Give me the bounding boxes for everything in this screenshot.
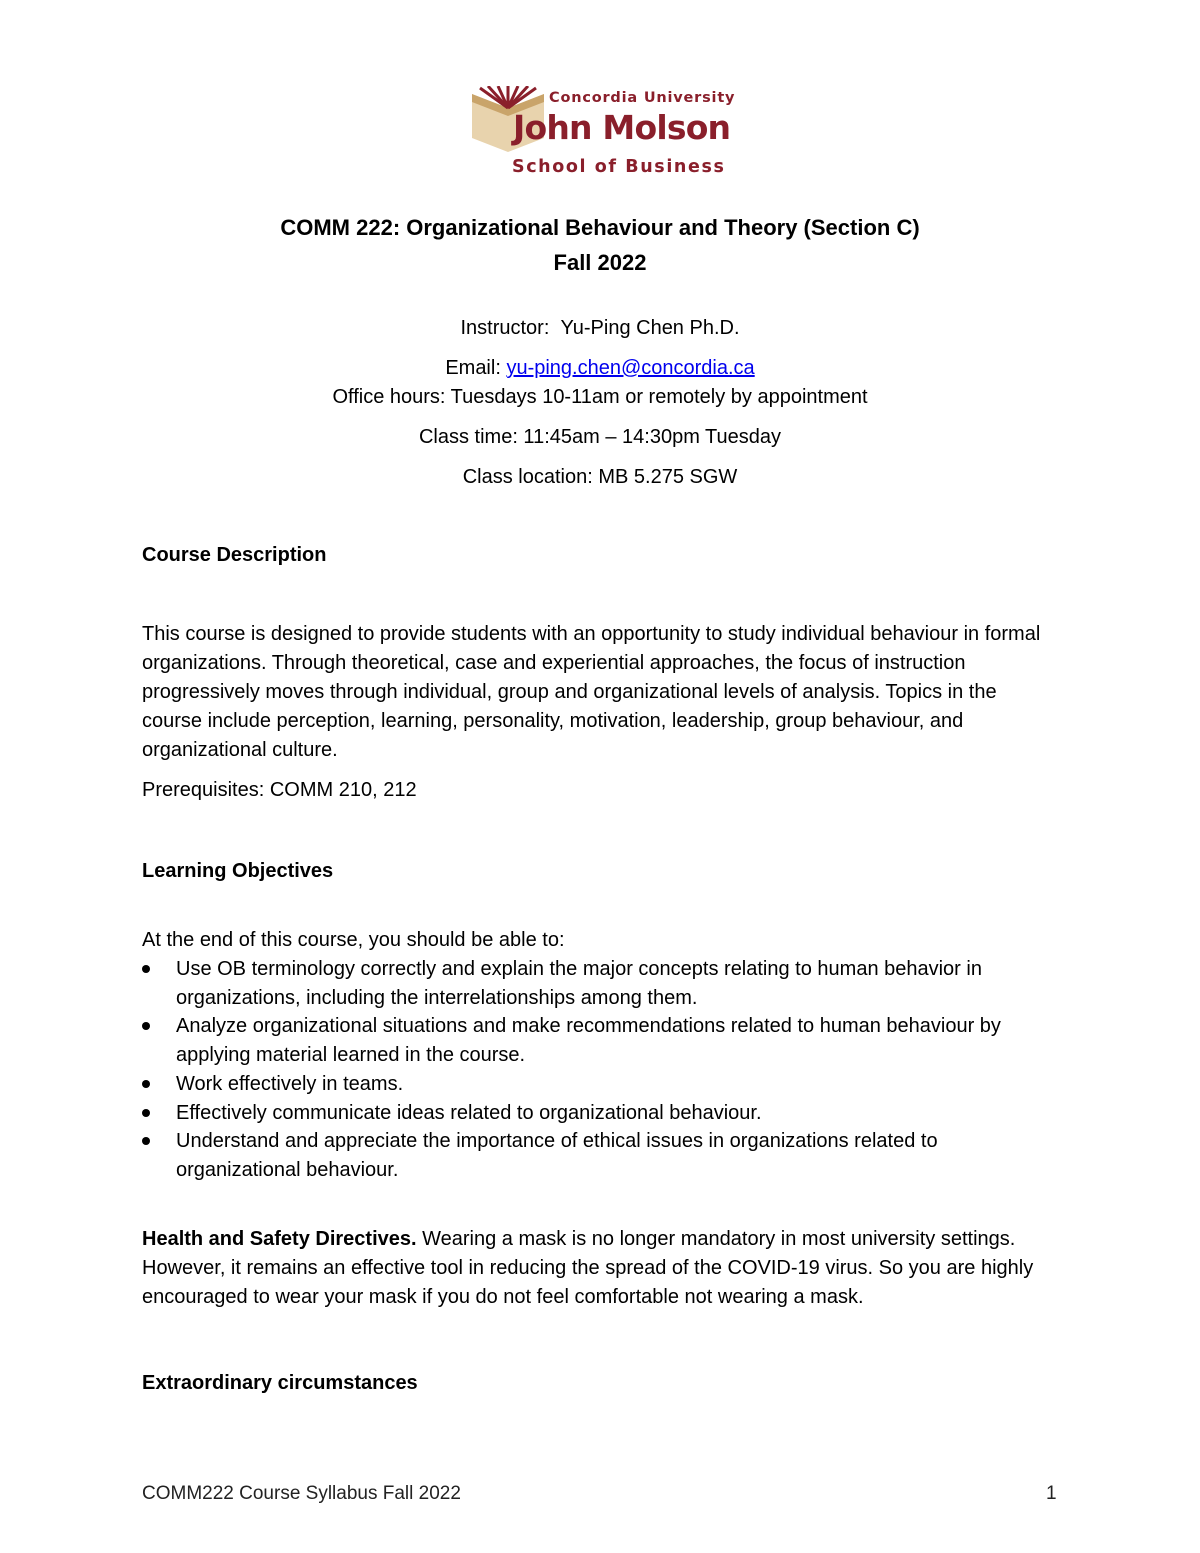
jmsb-logo (468, 86, 736, 180)
list-item: Effectively communicate ideas related to organizational behaviour. (142, 1099, 1062, 1128)
course-description-heading: Course Description (142, 544, 327, 566)
logo-school-subtitle: School of Business (512, 157, 726, 177)
class-time: Class time: 11:45am – 14:30pm Tuesday (418, 426, 782, 448)
prerequisites: Prerequisites: COMM 210, 212 (142, 779, 417, 801)
email-link[interactable]: yu-ping.chen@concordia.ca (506, 357, 755, 379)
class-location: Class location: MB 5.275 SGW (462, 466, 738, 488)
course-description-body: This course is designed to provide students with an opportunity to study individual behaviour in formal organizations. Through theoretical, case and experiential approaches, the focus of instruction progressively moves through individual, group and organizational levels of analysis. Topics in the course include perception, learning, personality, motivation, leadership, group behaviour, and organizational culture. (142, 623, 1041, 761)
office-hours: Office hours: Tuesdays 10-11am or remotely by appointment (332, 386, 868, 408)
bullet-icon (142, 1137, 150, 1145)
email-line (0, 357, 1200, 380)
course-term: Fall 2022 (553, 250, 647, 275)
logo-school-name: John Molson (513, 108, 731, 147)
footer-text: COMM222 Course Syllabus Fall 2022 (142, 1483, 461, 1504)
bullet-icon (142, 965, 150, 973)
learning-objectives-heading: Learning Objectives (142, 860, 334, 882)
extraordinary-heading: Extraordinary circumstances (142, 1372, 418, 1394)
page-number: 1 (1046, 1483, 1057, 1504)
instructor-name: Yu-Ping Chen Ph.D. (560, 317, 740, 339)
health-safety-body: Wearing a mask is no longer mandatory in most university settings. However, it remains an effective tool in reducing the spread of the COVID-19 virus. So you are highly encouraged to wear your mask if you do not feel comfortable not wearing a mask. (142, 1228, 1034, 1308)
learning-objectives-intro: At the end of this course, you should be able to: (142, 929, 565, 951)
bullet-icon (142, 1080, 150, 1088)
bullet-icon (142, 1109, 150, 1117)
health-safety-paragraph (142, 1225, 1062, 1312)
course-title: COMM 222: Organizational Behaviour and Theory (Section C) (280, 215, 920, 240)
list-item: Work effectively in teams. (142, 1070, 1062, 1099)
list-item: Use OB terminology correctly and explain the major concepts relating to human behavior in organizations, including the interrelationships among them. (142, 955, 1062, 1012)
instructor-label: Instructor: (460, 317, 550, 339)
logo-university-name: Concordia University (549, 90, 736, 106)
bullet-icon (142, 1022, 150, 1030)
email-label: Email: (445, 357, 501, 379)
health-safety-heading: Health and Safety Directives. (142, 1228, 417, 1250)
learning-objectives-list (142, 955, 1062, 1185)
instructor-line (0, 317, 1200, 340)
list-item: Analyze organizational situations and make recommendations related to human behaviour by applying material learned in the course. (142, 1012, 1062, 1069)
list-item: Understand and appreciate the importance of ethical issues in organizations related to organizational behaviour. (142, 1127, 1062, 1184)
